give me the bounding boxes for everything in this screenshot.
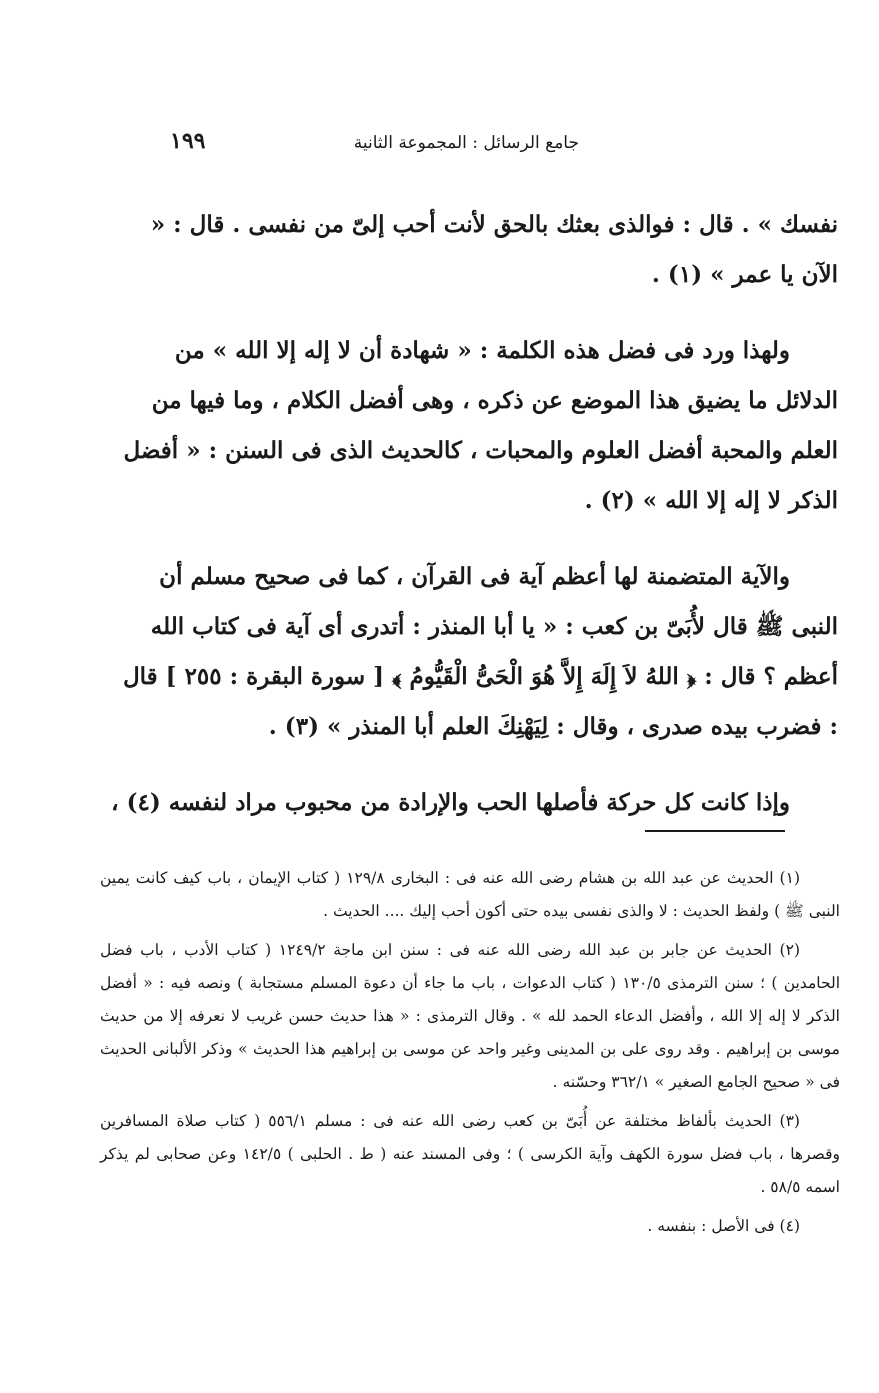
paragraph-text: والآية المتضمنة لها أعظم آية فى القرآن ، كما فى صحيح مسلم أن النبى ﷺ قال لأُبَىّ بن كعب : « يا أبا المنذر : أتدرى أى آية فى كتاب الله أعظم ؟ قال : ﴿ اللهُ لاَ إِلَهَ إِلاَّ هُوَ الْحَىُّ الْقَيُّومُ ﴾ [ سورة البقرة : ٢٥٥ ] قال : فضرب بيده صدرى ، وقال : لِيَهْنِكَ العلم أبا المنذر » (٣) . xyxy=(122,563,838,740)
footnote-separator xyxy=(645,830,785,832)
main-text xyxy=(108,200,838,854)
running-title: جامع الرسائل : المجموعة الثانية xyxy=(353,133,579,153)
page-number: ١٩٩ xyxy=(170,128,206,154)
footnote-text: (٢) الحديث عن جابر بن عبد الله رضى الله عنه فى : سنن ابن ماجة ١٢٤٩/٢ ( كتاب الأدب ، باب فضل الحامدين ) ؛ سنن الترمذى ١٣٠/٥ ( كتاب الدعوات ، باب ما جاء أن دعوة المسلم مستجابة ) ونصه فيه : « أفضل الذكر لا إله إلا الله ، وأفضل الدعاء الحمد لله » . وقال الترمذى : « هذا حديث حسن غريب لا نعرفه إلا من حديث موسى بن إبراهيم . وقد روى على بن المدينى وغير واحد عن موسى بن إبراهيم هذا الحديث » وذكر الألبانى الحديث فى « صحيح الجامع الصغير » ٣٦٢/١ وحسّنه . xyxy=(100,941,841,1091)
paragraph-ayat-al-kursi xyxy=(108,552,838,752)
paragraph-shahada xyxy=(108,326,838,526)
footnote-1 xyxy=(100,862,840,928)
footnotes xyxy=(100,862,840,1249)
paragraph-movement xyxy=(108,778,838,828)
footnote-text: (٣) الحديث بألفاظ مختلفة عن أُبَىّ بن كعب رضى الله عنه فى : مسلم ٥٥٦/١ ( كتاب صلاة المسافرين وقصرها ، باب فضل سورة الكهف وآية الكرسى ) ؛ وفى المسند عنه ( ط . الحلبى ) ١٤٢/٥ وعن صحابى لم يذكر اسمه ٥٨/٥ . xyxy=(100,1112,840,1196)
footnote-text: (١) الحديث عن عبد الله بن هشام رضى الله عنه فى : البخارى ١٢٩/٨ ( كتاب الإيمان ، باب كيف كانت يمين النبى ﷺ ) ولفظ الحديث : لا والذى نفسى بيده حتى أكون أحب إليك .... الحديث . xyxy=(100,869,840,920)
footnote-text: (٤) فى الأصل : بنفسه . xyxy=(647,1217,800,1235)
paragraph-text: نفسك » . قال : فوالذى بعثك بالحق لأنت أحب إلىّ من نفسى . قال : « الآن يا عمر » (١) . xyxy=(150,211,838,288)
footnote-2 xyxy=(100,934,840,1099)
paragraph-text: ولهذا ورد فى فضل هذه الكلمة : « شهادة أن لا إله إلا الله » من الدلائل ما يضيق هذا الموضع عن ذكره ، وهى أفضل الكلام ، وما فيها من العلم والمحبة أفضل العلوم والمحبات ، كالحديث الذى فى السنن : « أفضل الذكر لا إله إلا الله » (٢) . xyxy=(123,337,838,514)
footnote-3 xyxy=(100,1105,840,1204)
page-header xyxy=(170,128,579,164)
footnote-4 xyxy=(100,1210,840,1243)
paragraph-text: وإذا كانت كل حركة فأصلها الحب والإرادة من محبوب مراد لنفسه (٤) ، xyxy=(111,789,790,816)
paragraph-continuation xyxy=(108,200,838,300)
